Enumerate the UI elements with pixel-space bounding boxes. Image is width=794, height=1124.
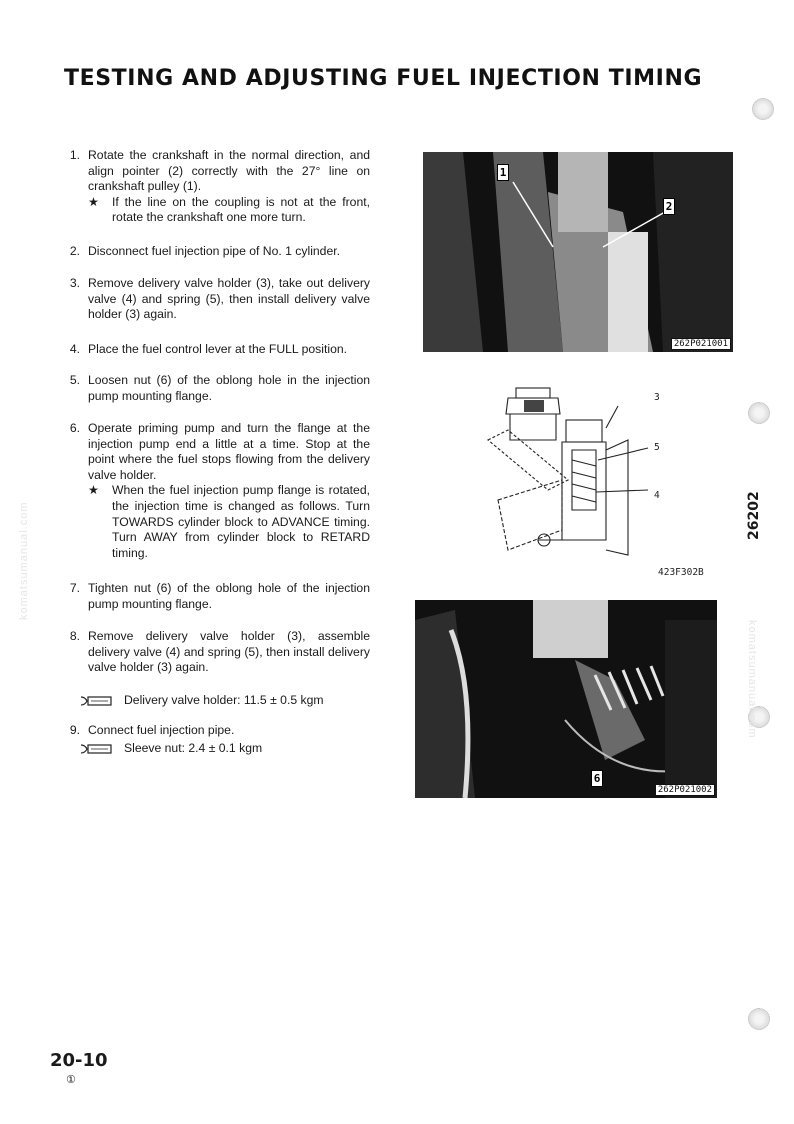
figure-caption: 423F302B [658,567,704,578]
step-9 [58,723,370,739]
step-text: Operate priming pump and turn the flange at the injection pump end a little at a time. Stop at the point where the fuel stops flowing from the delivery valve holder. [88,421,370,482]
spec-text: Sleeve nut: 2.4 ± 0.1 kgm [124,741,263,755]
step-number: 5. [69,373,80,387]
step-text: Rotate the crankshaft in the normal direction, and align pointer (2) correctly with the 27° line on crankshaft pulley (1). [88,148,370,194]
callout-4: 4 [654,490,660,501]
step-number: 8. [69,629,80,643]
callout-5: 5 [654,442,660,453]
step-note [88,483,370,561]
step-number: 1. [69,148,80,162]
note-text: If the line on the coupling is not at the front, rotate the crankshaft one more turn. [112,194,370,225]
diagram-delivery-valve [468,380,716,580]
side-code: 26202 [746,491,762,540]
binder-hole [748,1008,770,1030]
spec-text: Delivery valve holder: 11.5 ± 0.5 kgm [124,693,324,707]
torque-wrench-icon [80,744,112,754]
page-title: TESTING AND ADJUSTING FUEL INJECTION TIMING [64,66,703,91]
step-text: Place the fuel control lever at the FULL position. [88,342,348,356]
step-1 [58,148,370,226]
diagram-illustration [468,380,716,580]
photo-crankshaft-pulley [423,152,733,352]
step-number: 9. [69,723,80,737]
page-number: 20-10 [50,1050,108,1071]
step-2 [58,244,370,260]
star-icon: ★ [88,194,99,209]
torque-wrench-icon [80,696,112,706]
figure-caption: 262P021001 [671,338,731,350]
step-8 [58,629,370,676]
watermark-right: komatsumanual.com [746,620,758,739]
step-number: 3. [69,276,80,290]
callout-2: 2 [663,198,675,215]
step-text: Remove delivery valve holder (3), take out delivery valve (4) and spring (5), then install delivery valve holder (3) again. [88,276,370,322]
photo-illustration [415,600,717,798]
step-number: 7. [69,581,80,595]
callout-6: 6 [591,770,603,787]
step-4 [58,342,370,358]
figure-caption: 262P021002 [655,784,715,796]
callout-3: 3 [654,392,660,403]
step-note [88,195,370,226]
spec-delivery-holder [80,693,324,709]
binder-hole [752,98,774,120]
step-number: 2. [69,244,80,258]
watermark-left: komatsumanual.com [18,501,30,620]
note-text: When the fuel injection pump flange is rotated, the injection time is changed as follows. Turn TOWARDS cylinder block to ADVANCE timing. Turn AWAY from cylinder block to RETARD timing. [112,483,370,560]
step-5 [58,373,370,404]
photo-illustration [423,152,733,352]
callout-1: 1 [497,164,509,181]
photo-injection-pump-flange [415,600,717,798]
step-text: Remove delivery valve holder (3), assemble delivery valve (4) and spring (5), then install delivery valve holder (3) again. [88,629,370,675]
step-text: Connect fuel injection pipe. [88,723,235,737]
step-number: 6. [69,421,80,435]
star-icon: ★ [88,483,99,498]
binder-hole [748,402,770,424]
step-text: Disconnect fuel injection pipe of No. 1 cylinder. [88,244,341,258]
revision-mark: ① [66,1074,76,1086]
step-7 [58,581,370,612]
spec-sleeve-nut [80,741,262,757]
step-6 [58,421,370,561]
step-text: Loosen nut (6) of the oblong hole in the injection pump mounting flange. [88,373,370,403]
step-text: Tighten nut (6) of the oblong hole of the injection pump mounting flange. [88,581,370,611]
step-number: 4. [69,342,80,356]
step-3 [58,276,370,323]
